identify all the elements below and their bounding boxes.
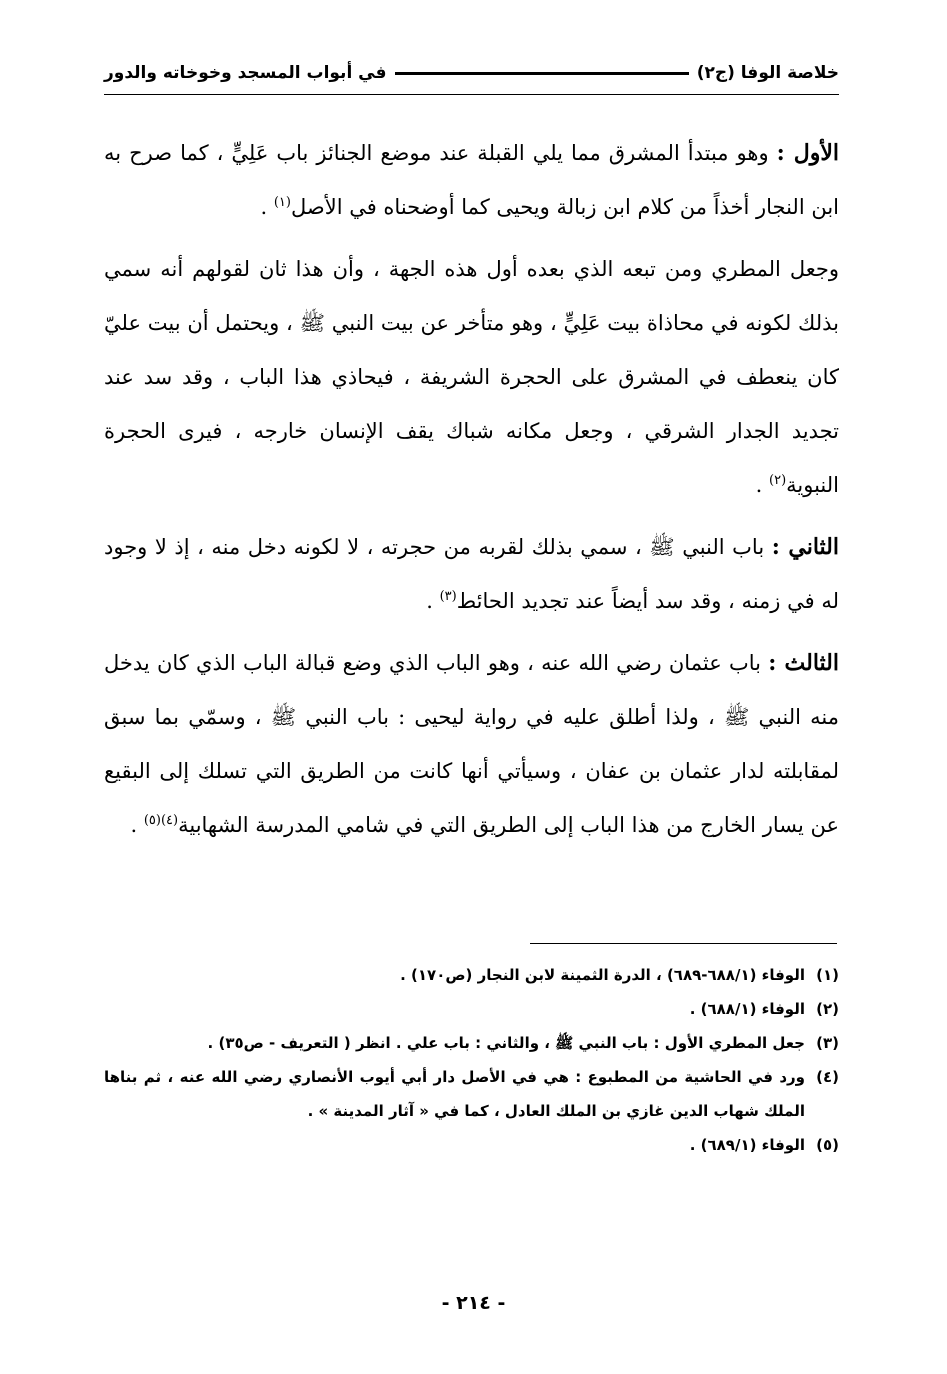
footnote-number: (٥) (816, 1136, 839, 1154)
paragraph-text: باب عثمان رضي الله عنه ، وهو الباب الذي وضع قبالة الباب الذي كان يدخل منه النبي ﷺ ، ولذا أطلق عليه في رواية ليحيى : باب النبي ﷺ ، وسمّي بما سبق لمقابلته لدار عثمان بن عفان ، وسيأتي أنها كانت من الطريق التي تسلك إلى البقيع عن يسار الخارج من هذا الباب إلى الطريق التي في شامي المدرسة الشهابية (104, 651, 839, 837)
paragraph-text: وجعل المطري ومن تبعه الذي بعده أول هذه الجهة ، وأن هذا ثان لقولهم أنه سمي بذلك لكونه في محاذاة بيت عَلِيٍّ ، وهو متأخر عن بيت النبي ﷺ ، ويحتمل أن بيت عليّ كان ينعطف في المشرق على الحجرة الشريفة ، فيحاذي هذا الباب ، وقد سد عند تجديد الجدار الشرقي ، وجعل مكانه شباك يقف الإنسان خارجه ، فيرى الحجرة النبوية (104, 257, 839, 497)
footnote-divider (530, 943, 837, 944)
footnote-item (104, 1128, 839, 1162)
footnote-ref: (٤)(٥) (143, 813, 179, 828)
paragraph-lead: الأول : (776, 140, 839, 166)
page-number: - ٢١٤ - (441, 1292, 506, 1314)
footnote-ref: (٢) (769, 473, 787, 488)
running-header (104, 56, 839, 90)
paragraph-first-door (104, 126, 839, 234)
header-rule (395, 72, 689, 75)
footnote-number: (٤) (816, 1068, 839, 1086)
footnote-text: ورد في الحاشية من المطبوع : هي في الأصل دار أبي أيوب الأنصاري رضي الله عنه ، ثم بناها الملك شهاب الدين غازي بن الملك العادل ، كما في « آثار المدينة » . (104, 1068, 805, 1120)
footnote-number: (٣) (816, 1034, 839, 1052)
header-divider (104, 94, 839, 95)
paragraph-lead: الثاني : (771, 534, 839, 560)
footnote-item (104, 1026, 839, 1060)
paragraph-tail: . (260, 195, 274, 219)
footnote-number: (٢) (816, 1000, 839, 1018)
footnote-item (104, 1060, 839, 1128)
paragraph-lead: الثالث : (768, 650, 840, 676)
footnote-text: الوفاء (٦٨٨/١) . (689, 1000, 805, 1018)
footnote-text: الوفاء (٦٨٨/١-٦٨٩) ، الدرة الثمينة لابن النجار (ص١٧٠) . (400, 966, 805, 984)
paragraph-text: وهو مبتدأ المشرق مما يلي القبلة عند موضع الجنائز باب عَلِيٍّ ، كما صرح به ابن النجار أخذاً من كلام ابن زبالة ويحيى كما أوضحناه في الأصل (104, 141, 839, 219)
footnote-ref: (١) (273, 195, 291, 210)
header-book-title: خلاصة الوفا (ج٢) (696, 63, 839, 83)
footnote-text: جعل المطري الأول : باب النبي ﷺ ، والثاني : باب علي . انظر ( التعريف - ص٣٥) . (207, 1034, 805, 1052)
main-text (104, 126, 839, 860)
paragraph-tail: . (755, 473, 769, 497)
footnote-item (104, 992, 839, 1026)
footnote-text: الوفاء (٦٨٩/١) . (689, 1136, 805, 1154)
header-chapter-title: في أبواب المسجد وخوخاته والدور (104, 63, 387, 83)
paragraph-mutari (104, 242, 839, 512)
footnote-ref: (٣) (439, 589, 457, 604)
footnote-item (104, 958, 839, 992)
footnotes (104, 958, 839, 1162)
footnote-number: (١) (816, 966, 839, 984)
paragraph-second-door (104, 520, 839, 628)
paragraph-tail: . (130, 813, 144, 837)
paragraph-tail: . (426, 589, 440, 613)
paragraph-text: باب النبي ﷺ ، سمي بذلك لقربه من حجرته ، لا لكونه دخل منه ، إذ لا وجود له في زمنه ، وقد سد أيضاً عند تجديد الحائط (104, 535, 839, 613)
paragraph-third-door (104, 636, 839, 852)
